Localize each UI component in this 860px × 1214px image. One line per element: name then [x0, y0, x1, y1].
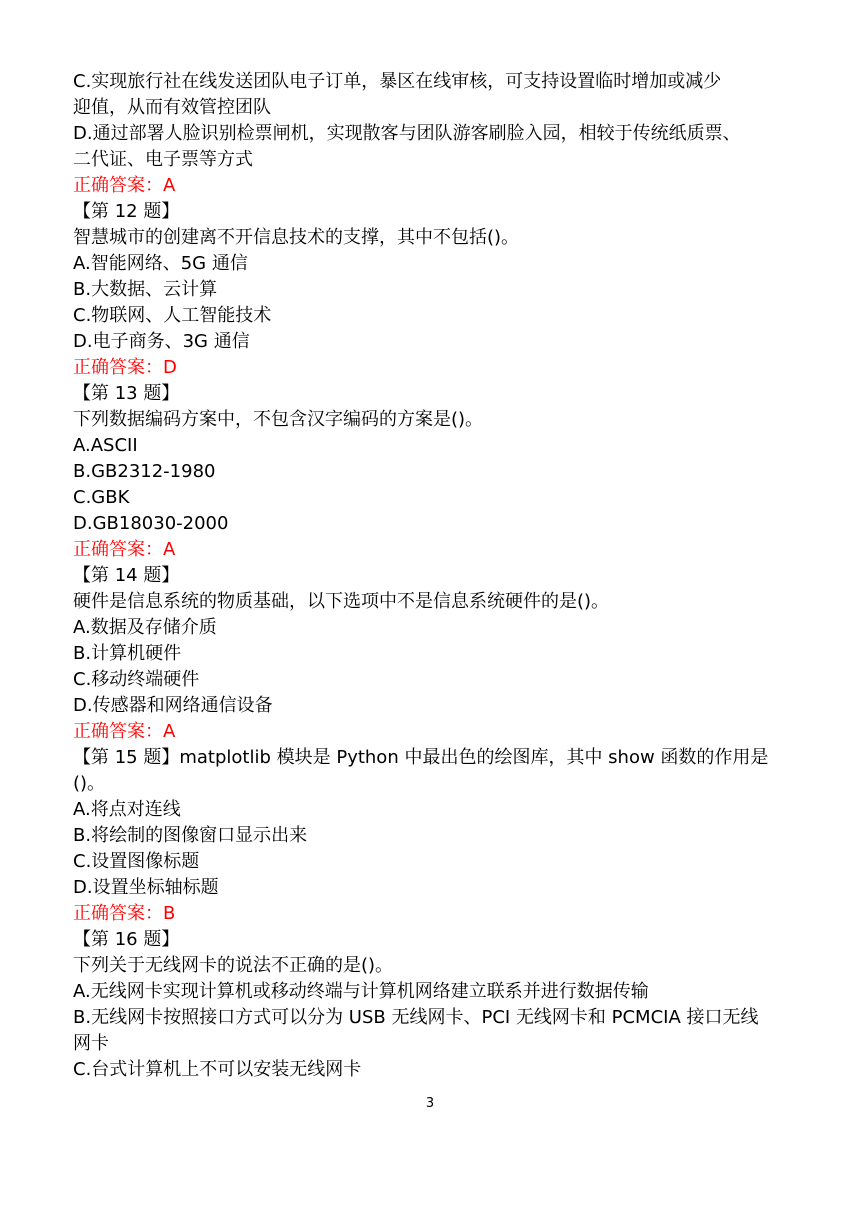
option-d: D.传感器和网络通信设备	[73, 695, 273, 716]
option-text-continued: 迎值，从而有效管控团队	[73, 97, 271, 118]
option-d: D.设置坐标轴标题	[73, 877, 219, 898]
option-c: C.物联网、人工智能技术	[73, 305, 272, 326]
option-b-continued: 网卡	[73, 1033, 109, 1054]
option-text-continued: 二代证、电子票等方式	[73, 149, 253, 170]
option-d: D.电子商务、3G 通信	[73, 331, 250, 352]
option-a: A.无线网卡实现计算机或移动终端与计算机网络建立联系并进行数据传输	[73, 981, 649, 1002]
question-stem: 下列数据编码方案中，不包含汉字编码的方案是()。	[73, 409, 484, 430]
question-header: 【第 12 题】	[73, 201, 180, 222]
question-stem-continued: ()。	[73, 773, 106, 794]
page-number: 3	[425, 1096, 435, 1111]
correct-answer: 正确答案：A	[73, 175, 176, 196]
option-c: C.移动终端硬件	[73, 669, 200, 690]
option-c: C.GBK	[73, 487, 130, 508]
question-stem: 硬件是信息系统的物质基础，以下选项中不是信息系统硬件的是()。	[73, 591, 610, 612]
option-text: D.通过部署人脸识别检票闸机，实现散客与团队游客刷脸入园，相较于传统纸质票、	[73, 123, 741, 144]
option-b: B.GB2312-1980	[73, 461, 216, 482]
question-header: 【第 13 题】	[73, 383, 180, 404]
question-header: 【第 14 题】	[73, 565, 180, 586]
question-header-stem: 【第 15 题】matplotlib 模块是 Python 中最出色的绘图库，其中 show 函数的作用是	[73, 747, 769, 768]
option-c: C.台式计算机上不可以安装无线网卡	[73, 1059, 362, 1080]
option-c: C.设置图像标题	[73, 851, 200, 872]
correct-answer: 正确答案：D	[73, 357, 177, 378]
option-b: B.将绘制的图像窗口显示出来	[73, 825, 308, 846]
option-b: B.大数据、云计算	[73, 279, 218, 300]
option-d: D.GB18030-2000	[73, 513, 229, 534]
option-a: A.ASCII	[73, 435, 138, 456]
option-text: C.实现旅行社在线发送团队电子订单，暴区在线审核，可支持设置临时增加或减少	[73, 71, 722, 92]
option-b: B.无线网卡按照接口方式可以分为 USB 无线网卡、PCI 无线网卡和 PCMCIA 接口无线	[73, 1007, 759, 1028]
option-a: A.智能网络、5G 通信	[73, 253, 248, 274]
correct-answer: 正确答案：A	[73, 721, 176, 742]
correct-answer: 正确答案：A	[73, 539, 176, 560]
question-stem: 下列关于无线网卡的说法不正确的是()。	[73, 955, 394, 976]
correct-answer: 正确答案：B	[73, 903, 176, 924]
question-header: 【第 16 题】	[73, 929, 180, 950]
option-b: B.计算机硬件	[73, 643, 182, 664]
document-page	[73, 69, 793, 1083]
option-a: A.数据及存储介质	[73, 617, 217, 638]
option-a: A.将点对连线	[73, 799, 181, 820]
question-stem: 智慧城市的创建离不开信息技术的支撑，其中不包括()。	[73, 227, 520, 248]
